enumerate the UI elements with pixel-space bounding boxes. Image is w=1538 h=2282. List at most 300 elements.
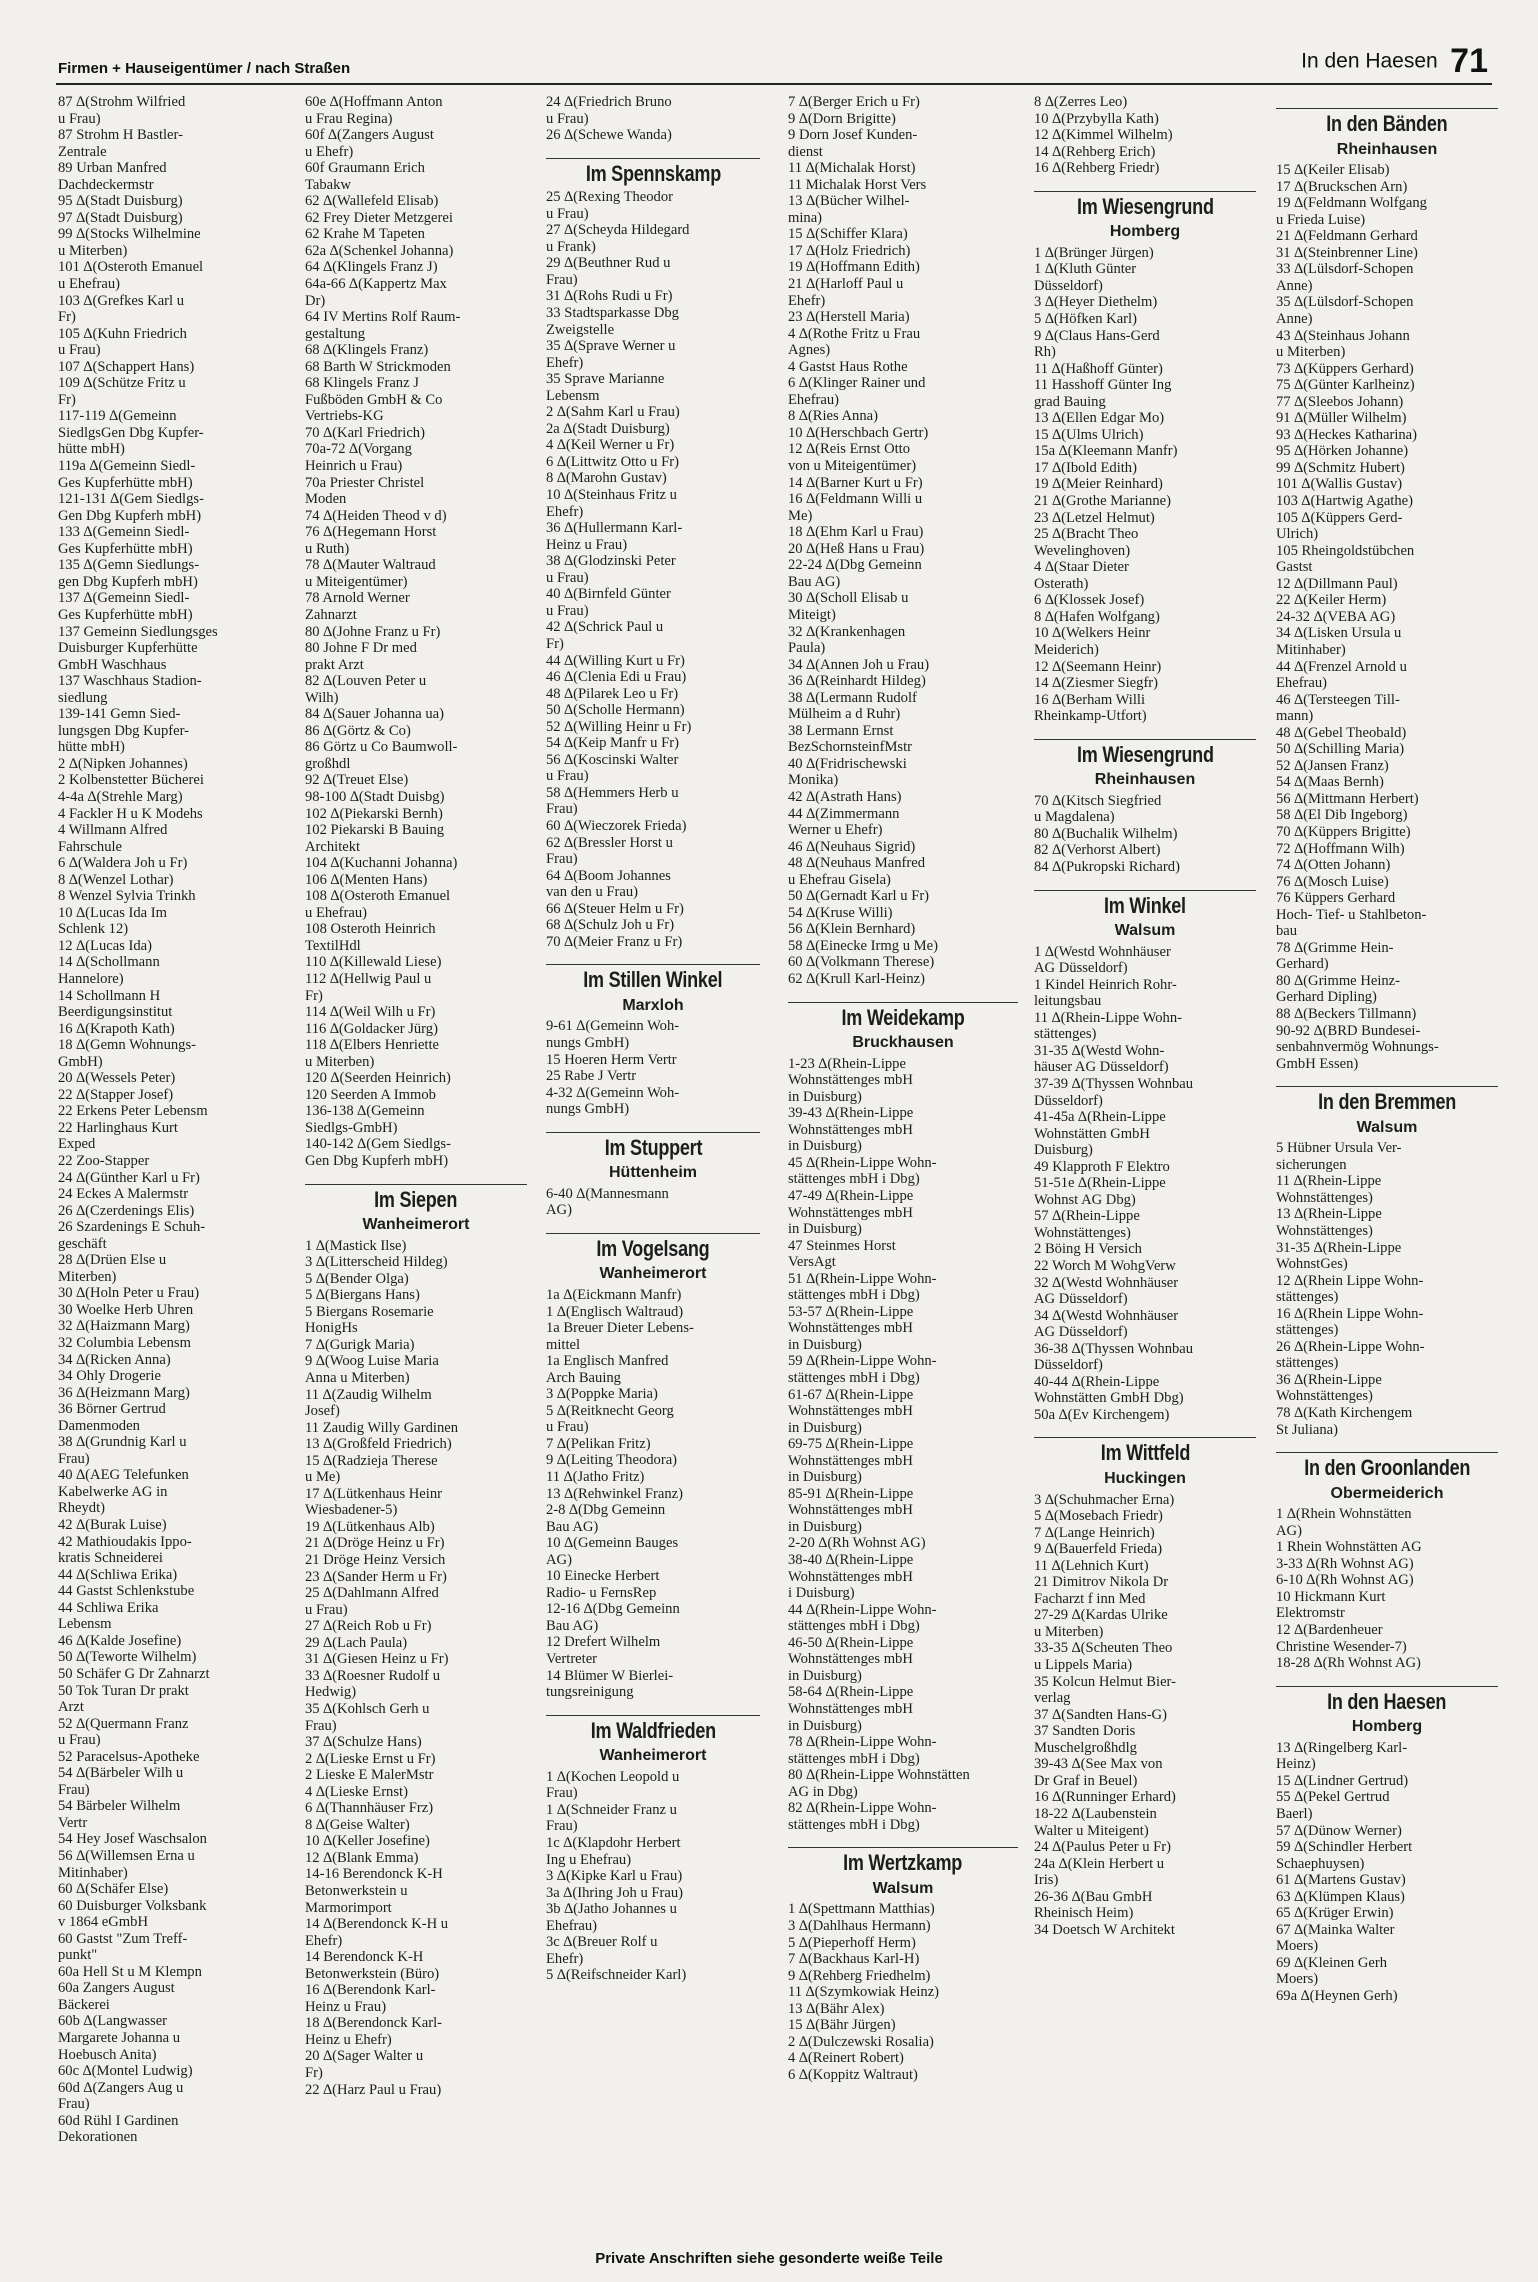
directory-entry-line: 6-10 ∆(Rh Wohnst AG) xyxy=(1276,1572,1414,1589)
directory-entry-line: lungsgen Dbg Kupfer- xyxy=(58,722,190,739)
directory-entry-line: 10 ∆(Steinhaus Fritz u xyxy=(546,487,677,504)
directory-entry-line: 64 IV Mertins Rolf Raum- xyxy=(305,309,461,326)
directory-entry-line: 92 ∆(Treuet Else) xyxy=(305,772,409,789)
directory-entry-line: 48 ∆(Neuhaus Manfred xyxy=(788,855,925,872)
directory-entry-line: 4 Gastst Haus Rothe xyxy=(788,358,908,375)
directory-entry-line: 34 ∆(Annen Joh u Frau) xyxy=(788,656,930,673)
directory-entry-line: 9 ∆(Woog Luise Maria xyxy=(305,1353,439,1370)
street-heading-rule xyxy=(788,1002,1018,1003)
directory-entry-line: 11 Hasshoff Günter Ing xyxy=(1034,377,1172,394)
directory-entry-line: 25 ∆(Rexing Theodor xyxy=(546,189,674,206)
directory-entry-line: AG) xyxy=(1276,1522,1302,1539)
directory-entry-line: Fr) xyxy=(305,987,323,1004)
directory-entry-line: AG in Dbg) xyxy=(788,1783,858,1800)
directory-entry-line: Heinz u Frau) xyxy=(546,536,628,553)
directory-entry-line: Heinrich u Frau) xyxy=(305,458,403,475)
directory-entry-line: 42 ∆(Burak Luise) xyxy=(58,1517,167,1534)
directory-entry-line: Monika) xyxy=(788,772,839,789)
directory-entry-line: 26 ∆(Rhein-Lippe Wohn- xyxy=(1276,1338,1425,1355)
directory-entry-line: 8 ∆(Hafen Wolfgang) xyxy=(1034,608,1160,625)
directory-entry-line: GmbH Essen) xyxy=(1276,1055,1359,1072)
directory-entry-line: Frau) xyxy=(546,801,578,818)
street-heading-rule xyxy=(1034,191,1256,192)
directory-entry-line: 44 ∆(Schliwa Erika) xyxy=(58,1566,178,1583)
directory-entry-line: 36 Börner Gertrud xyxy=(58,1401,166,1418)
directory-entry-line: Dr) xyxy=(305,292,326,309)
directory-entry-line: 14 Berendonck K-H xyxy=(305,1949,424,1966)
directory-entry-line: nungs GmbH) xyxy=(546,1101,630,1118)
street-name: Im Waldfrieden xyxy=(590,1717,716,1743)
directory-entry-line: 23 ∆(Sander Herm u Fr) xyxy=(305,1568,447,1585)
directory-entry-line: 114 ∆(Weil Wilh u Fr) xyxy=(305,1004,436,1021)
directory-entry-line: 105 ∆(Küppers Gerd- xyxy=(1276,509,1403,526)
directory-entry-line: Damenmoden xyxy=(58,1417,140,1434)
directory-entry-line: 11 ∆(Zaudig Wilhelm xyxy=(305,1386,432,1403)
directory-entry-line: 105 Rheingoldstübchen xyxy=(1276,542,1415,559)
directory-entry-line: u Frau) xyxy=(546,768,589,785)
directory-entry-line: 30 Woelke Herb Uhren xyxy=(58,1301,194,1318)
directory-entry-line: gen Dbg Kupferh mbH) xyxy=(58,573,198,590)
directory-entry-line: 8 ∆(Marohn Gustav) xyxy=(546,470,667,487)
directory-entry-line: 1a Breuer Dieter Lebens- xyxy=(546,1320,694,1337)
directory-entry-line: Vertreter xyxy=(546,1651,598,1668)
district-name: Hüttenheim xyxy=(609,1164,697,1182)
directory-entry-line: 38 ∆(Lermann Rudolf xyxy=(788,689,917,706)
directory-entry-line: 10 ∆(Przybylla Kath) xyxy=(1034,110,1159,127)
directory-entry-line: SiedlgsGen Dbg Kupfer- xyxy=(58,424,204,441)
directory-entry-line: 57 ∆(Rhein-Lippe xyxy=(1034,1208,1140,1225)
directory-entry-line: 50 ∆(Scholle Hermann) xyxy=(546,702,685,719)
street-heading-rule xyxy=(546,964,760,965)
directory-entry-line: 60 Gastst "Zum Treff- xyxy=(58,1930,188,1947)
directory-entry-line: Dekorationen xyxy=(58,2129,138,2146)
directory-entry-line: 2 ∆(Dulczewski Rosalia) xyxy=(788,2033,934,2050)
directory-entry-line: 3a ∆(Ihring Joh u Frau) xyxy=(546,1884,684,1901)
district-name: Walsum xyxy=(1114,922,1176,940)
directory-entry-line: Wohnstätten GmbH xyxy=(1034,1125,1150,1142)
directory-entry-line: 17 ∆(Ibold Edith) xyxy=(1034,459,1137,476)
directory-entry-line: 33 ∆(Lülsdorf-Schopen xyxy=(1276,261,1414,278)
directory-entry-line: 102 Piekarski B Bauing xyxy=(305,822,445,839)
directory-entry-line: Bau AG) xyxy=(788,573,841,590)
directory-entry-line: Hedwig) xyxy=(305,1684,357,1701)
directory-entry-line: 27 ∆(Scheyda Hildegard xyxy=(546,222,690,239)
directory-entry-line: 51-51e ∆(Rhein-Lippe xyxy=(1034,1175,1166,1192)
directory-entry-line: 15 Hoeren Herm Vertr xyxy=(546,1051,677,1068)
street-name: In den Bremmen xyxy=(1318,1089,1456,1115)
directory-entry-line: 50 Schäfer G Dr Zahnarzt xyxy=(58,1665,210,1682)
directory-entry-line: 62 ∆(Krull Karl-Heinz) xyxy=(788,970,925,987)
directory-entry-line: 42 ∆(Astrath Hans) xyxy=(788,788,902,805)
directory-entry-line: siedlung xyxy=(58,689,108,706)
directory-entry-line: 74 ∆(Heiden Theod v d) xyxy=(305,507,447,524)
directory-entry-line: 60f Graumann Erich xyxy=(305,160,425,177)
directory-entry-line: 31-35 ∆(Westd Wohn- xyxy=(1034,1042,1165,1059)
directory-entry-line: Fr) xyxy=(546,635,564,652)
directory-entry-line: 25 Rabe J Vertr xyxy=(546,1068,637,1085)
directory-entry-line: 2a ∆(Stadt Duisburg) xyxy=(546,420,670,437)
header-rule xyxy=(56,83,1492,85)
directory-entry-line: Mitinhaber) xyxy=(58,1864,128,1881)
street-name: Im Stuppert xyxy=(604,1134,702,1160)
directory-entry-line: Fahrschule xyxy=(58,838,123,855)
directory-entry-line: 60 ∆(Wieczorek Frieda) xyxy=(546,817,687,834)
directory-entry-line: 25 ∆(Dahlmann Alfred xyxy=(305,1585,439,1602)
directory-entry-line: 14 ∆(Rehberg Erich) xyxy=(1034,143,1156,160)
directory-entry-line: Bäckerei xyxy=(58,1996,110,2013)
directory-entry-line: Ehefr) xyxy=(788,292,826,309)
directory-entry-line: 61 ∆(Martens Gustav) xyxy=(1276,1872,1406,1889)
directory-entry-line: 24 ∆(Paulus Peter u Fr) xyxy=(1034,1839,1172,1856)
directory-entry-line: 104 ∆(Kuchanni Johanna) xyxy=(305,855,458,872)
directory-entry-line: bau xyxy=(1276,923,1298,940)
directory-entry-line: 37 ∆(Schulze Hans) xyxy=(305,1734,422,1751)
directory-entry-line: 70 ∆(Küppers Brigitte) xyxy=(1276,823,1411,840)
directory-entry-line: Betonwerkstein (Büro) xyxy=(305,1965,440,1982)
directory-entry-line: 6 ∆(Littwitz Otto u Fr) xyxy=(546,453,679,470)
directory-entry-line: Lebensm xyxy=(58,1616,112,1633)
directory-entry-line: 16 ∆(Krapoth Kath) xyxy=(58,1020,175,1037)
directory-entry-line: 117-119 ∆(Gemeinn xyxy=(58,408,177,425)
directory-entry-line: 15 ∆(Radzieja Therese xyxy=(305,1452,438,1469)
directory-entry-line: in Duisburg) xyxy=(788,1717,862,1734)
directory-entry-line: 85-91 ∆(Rhein-Lippe xyxy=(788,1485,914,1502)
directory-entry-line: 10 ∆(Keller Josefine) xyxy=(305,1833,430,1850)
directory-entry-line: Ehefrau) xyxy=(546,1917,598,1934)
directory-entry-line: Frau) xyxy=(58,2096,90,2113)
directory-entry-line: Heinz) xyxy=(1276,1756,1316,1773)
directory-entry-line: 49 Klapproth F Elektro xyxy=(1034,1158,1170,1175)
directory-entry-line: Ehefr) xyxy=(546,354,584,371)
directory-entry-line: 3 ∆(Kipke Karl u Frau) xyxy=(546,1868,683,1885)
directory-entry-line: Fr) xyxy=(58,391,76,408)
directory-entry-line: 119a ∆(Gemeinn Siedl- xyxy=(58,458,196,475)
directory-entry-line: 18 ∆(Gemn Wohnungs- xyxy=(58,1037,197,1054)
directory-entry-line: Baerl) xyxy=(1276,1805,1313,1822)
directory-entry-line: Fr) xyxy=(58,309,76,326)
directory-entry-line: 69-75 ∆(Rhein-Lippe xyxy=(788,1436,914,1453)
directory-entry-line: Frau) xyxy=(546,1818,578,1835)
directory-entry-line: 30 ∆(Scholl Elisab u xyxy=(788,590,909,607)
directory-entry-line: Lebensm xyxy=(546,387,600,404)
directory-entry-line: 106 ∆(Menten Hans) xyxy=(305,871,428,888)
directory-entry-line: 68 Barth W Strickmoden xyxy=(305,358,451,375)
directory-entry-line: 1 ∆(Spettmann Matthias) xyxy=(788,1901,935,1918)
directory-entry-line: 82 ∆(Rhein-Lippe Wohn- xyxy=(788,1800,937,1817)
directory-entry-line: u Lippels Maria) xyxy=(1034,1657,1133,1674)
directory-entry-line: 118 ∆(Elbers Henriette xyxy=(305,1037,440,1054)
directory-entry-line: Heinz u Frau) xyxy=(305,1998,387,2015)
directory-entry-line: 2 ∆(Nipken Johannes) xyxy=(58,755,188,772)
directory-entry-line: 47 Steinmes Horst xyxy=(788,1237,896,1254)
directory-entry-line: nungs GmbH) xyxy=(546,1034,630,1051)
directory-entry-line: 46 ∆(Clenia Edi u Frau) xyxy=(546,669,687,686)
directory-entry-line: 15 ∆(Ulms Ulrich) xyxy=(1034,426,1144,443)
directory-entry-line: 80 Johne F Dr med xyxy=(305,640,417,657)
directory-entry-line: 18 ∆(Berendonck Karl- xyxy=(305,2015,442,2032)
street-name: Im Vogelsang xyxy=(596,1235,710,1261)
street-heading xyxy=(1034,890,1256,940)
directory-entry-line: Wohnstättenges mbH xyxy=(788,1452,913,1469)
directory-entry-line: Miterben) xyxy=(58,1268,117,1285)
directory-entry-line: van den u Frau) xyxy=(546,884,638,901)
directory-entry-line: 27 ∆(Reich Rob u Fr) xyxy=(305,1618,432,1635)
directory-entry-line: Ulrich) xyxy=(1276,526,1319,543)
directory-entry-line: Betonwerkstein u xyxy=(305,1882,408,1899)
directory-entry-line: 36 ∆(Rhein-Lippe xyxy=(1276,1371,1382,1388)
directory-entry-line: stättenges) xyxy=(1276,1355,1339,1372)
directory-entry-line: gestaltung xyxy=(305,325,365,342)
directory-entry-line: AG Düsseldorf) xyxy=(1034,1324,1128,1341)
directory-entry-line: Wohnstättenges) xyxy=(1034,1224,1131,1241)
directory-entry-line: 20 ∆(Wessels Peter) xyxy=(58,1070,176,1087)
directory-entry-line: Rh) xyxy=(1034,344,1056,361)
directory-entry-line: 10 ∆(Lucas Ida Im xyxy=(58,904,168,921)
directory-entry-line: 52 ∆(Willing Heinr u Fr) xyxy=(546,718,692,735)
directory-entry-line: Kabelwerke AG in xyxy=(58,1483,168,1500)
directory-entry-line: Wohnstättenges) xyxy=(1276,1189,1373,1206)
directory-entry-line: 56 ∆(Willemsen Erna u xyxy=(58,1847,195,1864)
directory-entry-line: 38 ∆(Grundnig Karl u xyxy=(58,1434,187,1451)
directory-entry-line: 19 ∆(Lütkenhaus Alb) xyxy=(305,1518,435,1535)
directory-entry-line: 6 ∆(Klossek Josef) xyxy=(1034,592,1145,609)
directory-entry-line: Gastst xyxy=(1276,559,1313,576)
directory-entry-line: Ehefr) xyxy=(546,503,584,520)
directory-entry-line: 58 ∆(Hemmers Herb u xyxy=(546,784,679,801)
street-heading-rule xyxy=(305,1184,527,1185)
page-footer-note: Private Anschriften siehe gesonderte weiße Teile xyxy=(595,2250,943,2267)
directory-entry-line: Frau) xyxy=(58,1450,90,1467)
district-name: Wanheimerort xyxy=(599,1747,707,1765)
directory-entry-line: GmbH) xyxy=(58,1053,103,1070)
directory-entry-line: 10 Einecke Herbert xyxy=(546,1568,660,1585)
directory-entry-line: Wohnstättenges mbH xyxy=(788,1568,913,1585)
directory-entry-line: 13 ∆(Großfeld Friedrich) xyxy=(305,1436,452,1453)
directory-entry-line: 1-23 ∆(Rhein-Lippe xyxy=(788,1055,906,1072)
directory-entry-line: Hannelore) xyxy=(58,970,124,987)
directory-entry-line: Ges Kupferhütte mbH) xyxy=(58,606,193,623)
district-name: Homberg xyxy=(1351,1718,1423,1736)
directory-entry-line: Arch Bauing xyxy=(546,1369,621,1386)
directory-entry-line: 5 ∆(Bender Olga) xyxy=(305,1270,409,1287)
directory-entry-line: 11 Zaudig Willy Gardinen xyxy=(305,1419,459,1436)
directory-entry-line: 16 ∆(Rhein Lippe Wohn- xyxy=(1276,1305,1424,1322)
directory-entry-line: Fr) xyxy=(305,2064,323,2081)
directory-entry-line: Rheinkamp-Utfort) xyxy=(1034,708,1147,725)
directory-entry-line: 14 ∆(Schollmann xyxy=(58,954,160,971)
directory-entry-line: 22 Harlinghaus Kurt xyxy=(58,1119,178,1136)
directory-entry-line: Anna u Miterben) xyxy=(305,1370,410,1387)
directory-entry-line: 103 ∆(Grefkes Karl u xyxy=(58,292,185,309)
directory-entry-line: 10 ∆(Welkers Heinr xyxy=(1034,625,1151,642)
directory-entry-line: 62 ∆(Wallefeld Elisab) xyxy=(305,193,439,210)
directory-entry-line: 86 Görtz u Co Baumwoll- xyxy=(305,739,458,756)
directory-entry-line: Gerhard Dipling) xyxy=(1276,989,1377,1006)
directory-entry-line: 101 ∆(Osteroth Emanuel xyxy=(58,259,204,276)
directory-entry-line: 11 ∆(Szymkowiak Heinz) xyxy=(788,1984,940,2001)
directory-entry-line: 28 ∆(Drüen Else u xyxy=(58,1252,167,1269)
directory-entry-line: 29 ∆(Lach Paula) xyxy=(305,1634,408,1651)
directory-entry-line: 95 ∆(Stadt Duisburg) xyxy=(58,193,183,210)
directory-entry-line: 62a ∆(Schenkel Johanna) xyxy=(305,242,454,259)
directory-entry-line: hütte mbH) xyxy=(58,739,125,756)
directory-entry-line: 99 ∆(Schmitz Hubert) xyxy=(1276,459,1405,476)
directory-entry-line: 50 Tok Turan Dr prakt xyxy=(58,1682,189,1699)
directory-entry-line: Siedlgs-GmbH) xyxy=(305,1119,398,1136)
directory-entry-line: 22 ∆(Stapper Josef) xyxy=(58,1086,174,1103)
directory-entry-line: 33-35 ∆(Scheuten Theo xyxy=(1034,1640,1173,1657)
directory-entry-line: 68 ∆(Klingels Franz) xyxy=(305,342,429,359)
directory-entry-line: Meiderich) xyxy=(1034,641,1099,658)
directory-entry-line: in Duisburg) xyxy=(788,1419,862,1436)
directory-entry-line: 4-4a ∆(Strehle Marg) xyxy=(58,788,183,805)
directory-entry-line: 7 ∆(Gurigk Maria) xyxy=(305,1336,415,1353)
directory-entry-line: 133 ∆(Gemeinn Siedl- xyxy=(58,524,190,541)
directory-entry-line: Dr Graf in Beuel) xyxy=(1034,1772,1138,1789)
directory-column-1 xyxy=(58,94,254,2244)
directory-entry-line: 2 Lieske E MalerMstr xyxy=(305,1767,434,1784)
directory-entry-line: 60f ∆(Zangers August xyxy=(305,127,434,144)
directory-entry-line: 22 Worch M WohgVerw xyxy=(1034,1258,1176,1274)
directory-entry-line: 82 ∆(Verhorst Albert) xyxy=(1034,842,1161,859)
directory-entry-line: u Magdalena) xyxy=(1034,809,1115,826)
directory-entry-line: 54 Hey Josef Waschsalon xyxy=(58,1831,207,1848)
directory-entry-line: 3c ∆(Breuer Rolf u xyxy=(546,1934,658,1951)
street-heading-rule xyxy=(1034,739,1256,740)
directory-entry-line: 87 Strohm H Bastler- xyxy=(58,127,183,144)
directory-entry-line: 14 ∆(Barner Kurt u Fr) xyxy=(788,474,923,491)
directory-entry-line: 21 ∆(Grothe Marianne) xyxy=(1034,493,1171,510)
directory-entry-line: Schlenk 12) xyxy=(58,921,129,938)
directory-entry-line: Werner u Ehefr) xyxy=(788,822,883,839)
directory-entry-line: Düsseldorf) xyxy=(1034,277,1103,294)
directory-entry-line: stättenges) xyxy=(1034,1026,1097,1043)
directory-entry-line: 19 ∆(Feldmann Wolfgang xyxy=(1276,195,1427,212)
directory-entry-line: 56 ∆(Koscinski Walter xyxy=(546,751,679,768)
directory-entry-line: 32 Columbia Lebensm xyxy=(58,1335,191,1352)
directory-entry-line: 24 ∆(Friedrich Bruno xyxy=(546,94,672,110)
directory-entry-line: 76 Küppers Gerhard xyxy=(1276,890,1396,907)
directory-entry-line: 55 ∆(Pekel Gertrud xyxy=(1276,1789,1390,1806)
directory-entry-line: 11 ∆(Haßhoff Günter) xyxy=(1034,360,1163,377)
directory-entry-line: 86 ∆(Görtz & Co) xyxy=(305,722,411,739)
directory-entry-line: 22 ∆(Keiler Herm) xyxy=(1276,592,1387,609)
directory-entry-line: Muschelgroßhdlg xyxy=(1034,1739,1137,1756)
directory-entry-line: Beerdigungsinstitut xyxy=(58,1004,173,1021)
directory-entry-line: u Miterben) xyxy=(1034,1623,1104,1640)
directory-entry-line: stättenges mbH i Dbg) xyxy=(788,1287,920,1304)
directory-entry-line: Moers) xyxy=(1276,1938,1319,1955)
directory-entry-line: 89 Urban Manfred xyxy=(58,160,167,177)
directory-entry-line: 70 ∆(Meier Franz u Fr) xyxy=(546,933,683,950)
directory-entry-line: 65 ∆(Krüger Erwin) xyxy=(1276,1905,1394,1922)
directory-entry-line: 18-22 ∆(Laubenstein xyxy=(1034,1805,1157,1822)
street-name: Im Wiesengrund xyxy=(1076,741,1214,767)
directory-entry-line: mann) xyxy=(1276,708,1314,725)
directory-entry-line: Christine Wesender-7) xyxy=(1276,1638,1407,1655)
directory-entry-line: Vertriebs-KG xyxy=(305,408,384,425)
directory-entry-line: 1 ∆(Mastick Ilse) xyxy=(305,1237,407,1254)
street-heading-rule xyxy=(1276,1086,1498,1087)
directory-entry-line: Dachdeckermstr xyxy=(58,176,154,193)
directory-entry-line: 139-141 Gemn Sied- xyxy=(58,706,181,723)
directory-entry-line: Osterath) xyxy=(1034,575,1089,592)
street-heading xyxy=(546,964,760,1014)
street-name: Im Siepen xyxy=(374,1186,458,1212)
directory-entry-line: stättenges mbH i Dbg) xyxy=(788,1370,920,1387)
directory-entry-line: 11 ∆(Rhein-Lippe xyxy=(1276,1173,1382,1190)
directory-entry-line: AG) xyxy=(546,1551,572,1568)
directory-entry-line: 3 ∆(Dahlhaus Hermann) xyxy=(788,1917,931,1934)
directory-entry-line: geschäft xyxy=(58,1235,107,1252)
directory-entry-line: 44 ∆(Frenzel Arnold u xyxy=(1276,658,1407,675)
directory-entry-line: 137 ∆(Gemeinn Siedl- xyxy=(58,590,190,607)
directory-entry-line: u Frau) xyxy=(58,342,101,359)
directory-entry-line: 5 Hübner Ursula Ver- xyxy=(1276,1140,1402,1157)
directory-entry-line: 32 ∆(Krankenhagen xyxy=(788,623,906,640)
directory-entry-line: 58-64 ∆(Rhein-Lippe xyxy=(788,1684,914,1701)
directory-entry-line: 137 Waschhaus Stadion- xyxy=(58,673,202,690)
directory-entry-line: 6 ∆(Waldera Joh u Fr) xyxy=(58,855,188,872)
directory-entry-line: 48 ∆(Pilarek Leo u Fr) xyxy=(546,685,679,702)
directory-entry-line: St Juliana) xyxy=(1276,1421,1339,1438)
directory-entry-line: Düsseldorf) xyxy=(1034,1092,1103,1109)
directory-entry-line: 107 ∆(Schappert Hans) xyxy=(58,358,195,375)
directory-entry-line: Wohnstättenges) xyxy=(1276,1388,1373,1405)
directory-entry-line: Wohnstättenges mbH xyxy=(788,1403,913,1420)
directory-entry-line: 69a ∆(Heynen Gerh) xyxy=(1276,1987,1398,2004)
directory-entry-line: Wohnstättenges mbH xyxy=(788,1651,913,1668)
street-name: Im Spennskamp xyxy=(585,160,721,186)
directory-entry-line: Zweigstelle xyxy=(546,321,615,338)
directory-entry-line: 60a Zangers August xyxy=(58,1980,175,1997)
directory-entry-line: 4 Fackler H u K Modehs xyxy=(58,805,203,822)
directory-entry-line: 22-24 ∆(Dbg Gemeinn xyxy=(788,557,922,574)
street-heading-rule xyxy=(1276,1452,1498,1453)
directory-entry-line: 7 ∆(Berger Erich u Fr) xyxy=(788,94,920,110)
directory-entry-line: 116 ∆(Goldacker Jürg) xyxy=(305,1020,438,1037)
directory-entry-line: 5 ∆(Reifschneider Karl) xyxy=(546,1967,687,1984)
directory-entry-line: 31 ∆(Rohs Rudi u Fr) xyxy=(546,288,673,305)
directory-entry-line: 60d Rühl I Gardinen xyxy=(58,2112,179,2129)
directory-entry-line: häuser AG Düsseldorf) xyxy=(1034,1059,1169,1076)
directory-entry-line: Wohnstättenges mbH xyxy=(788,1121,913,1138)
street-heading xyxy=(788,1847,1018,1897)
directory-entry-line: Ehefr) xyxy=(305,1932,343,1949)
directory-entry-line: Wilh) xyxy=(305,689,339,706)
directory-entry-line: 32 ∆(Westd Wohnhäuser xyxy=(1034,1274,1179,1291)
street-heading xyxy=(546,1715,760,1765)
street-heading xyxy=(546,1233,760,1283)
directory-entry-line: 5 ∆(Pieperhoff Herm) xyxy=(788,1934,916,1951)
directory-entry-line: 62 ∆(Bressler Horst u xyxy=(546,834,673,851)
street-name: Im Wertzkamp xyxy=(843,1850,963,1876)
directory-entry-line: 41-45a ∆(Rhein-Lippe xyxy=(1034,1109,1166,1126)
directory-entry-line: 58 ∆(El Dib Ingeborg) xyxy=(1276,807,1408,824)
directory-entry-line: 18-28 ∆(Rh Wohnst AG) xyxy=(1276,1655,1421,1672)
directory-entry-line: Ehefr) xyxy=(546,1950,584,1967)
directory-entry-line: leitungsbau xyxy=(1034,993,1102,1010)
directory-entry-line: 99 ∆(Stocks Wilhelmine xyxy=(58,226,201,243)
street-heading xyxy=(305,1184,527,1234)
directory-entry-line: u Frau) xyxy=(546,602,589,619)
directory-entry-line: 50 ∆(Gernadt Karl u Fr) xyxy=(788,888,930,905)
directory-entry-line: 4 ∆(Staar Dieter xyxy=(1034,559,1129,576)
directory-entry-line: 105 ∆(Kuhn Friedrich xyxy=(58,325,187,342)
directory-entry-line: 36 ∆(Reinhardt Hildeg) xyxy=(788,673,926,690)
directory-entry-line: 32 ∆(Haizmann Marg) xyxy=(58,1318,190,1335)
directory-entry-line: 34 ∆(Lisken Ursula u xyxy=(1276,625,1402,642)
